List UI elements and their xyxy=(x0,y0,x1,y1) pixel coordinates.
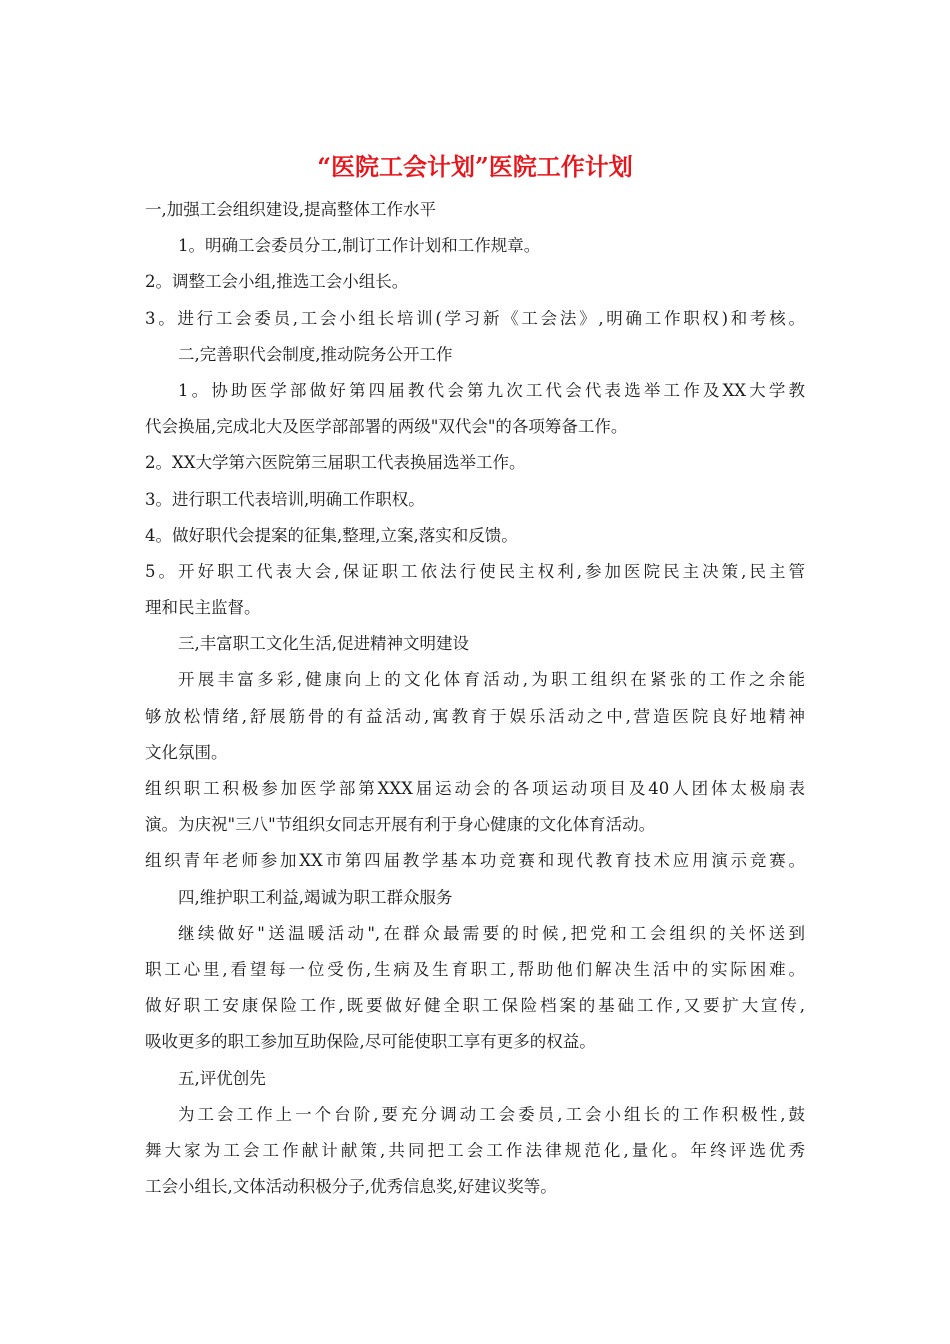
paragraph-line: 开展丰富多彩,健康向上的文化体育活动,为职工组织在紧张的工作之余能 xyxy=(178,670,805,690)
paragraph-line: 4。做好职代会提案的征集,整理,立案,落实和反馈。 xyxy=(145,525,518,545)
section-heading: 五,评优创先 xyxy=(178,1068,266,1088)
paragraph-line: 2。XX大学第六医院第三届职工代表换届选举工作。 xyxy=(145,453,526,473)
paragraph-line: 3。进行职工代表培训,明确工作职权。 xyxy=(145,489,425,509)
section-heading: 二,完善职代会制度,推动院务公开工作 xyxy=(178,344,453,364)
paragraph-line: 职工心里,看望每一位受伤,生病及生育职工,帮助他们解决生活中的实际困难。 xyxy=(145,959,805,979)
paragraph-line: 2。调整工会小组,推选工会小组长。 xyxy=(145,272,409,292)
paragraph-line: 舞大家为工会工作献计献策,共同把工会工作法律规范化,量化。年终评选优秀 xyxy=(145,1140,805,1160)
section-heading: 三,丰富职工文化生活,促进精神文明建设 xyxy=(178,634,469,654)
paragraph-line: 5。开好职工代表大会,保证职工依法行使民主权利,参加医院民主决策,民主管 xyxy=(145,561,805,581)
document-title: “医院工会计划”医院工作计划 xyxy=(317,152,633,181)
paragraph-line: 代会换届,完成北大及医学部部署的两级"双代会"的各项筹备工作。 xyxy=(145,417,628,437)
paragraph-line: 继续做好"送温暖活动",在群众最需要的时候,把党和工会组织的关怀送到 xyxy=(178,923,805,943)
paragraph-line: 组织青年老师参加XX市第四届教学基本功竞赛和现代教育技术应用演示竞赛。 xyxy=(145,851,805,871)
section-heading: 四,维护职工利益,竭诚为职工群众服务 xyxy=(178,887,453,907)
paragraph-line: 演。为庆祝"三八"节组织女同志开展有利于身心健康的文化体育活动。 xyxy=(145,815,656,835)
paragraph-line: 够放松情绪,舒展筋骨的有益活动,寓教育于娱乐活动之中,营造医院良好地精神 xyxy=(145,706,805,726)
paragraph-line: 1。协助医学部做好第四届教代会第九次工代会代表选举工作及XX大学教 xyxy=(178,380,805,400)
paragraph-line: 做好职工安康保险工作,既要做好健全职工保险档案的基础工作,又要扩大宣传, xyxy=(145,996,805,1016)
paragraph-line: 吸收更多的职工参加互助保险,尽可能使职工享有更多的权益。 xyxy=(145,1032,596,1052)
paragraph-line: 工会小组长,文体活动积极分子,优秀信息奖,好建议奖等。 xyxy=(145,1177,557,1197)
paragraph-line: 为工会工作上一个台阶,要充分调动工会委员,工会小组长的工作积极性,鼓 xyxy=(178,1104,805,1124)
paragraph-line: 理和民主监督。 xyxy=(145,598,261,618)
paragraph-line: 3。进行工会委员,工会小组长培训(学习新《工会法》,明确工作职权)和考核。 xyxy=(145,308,805,328)
paragraph-line: 组织职工积极参加医学部第XXX届运动会的各项运动项目及40人团体太极扇表 xyxy=(145,779,805,798)
document-body xyxy=(145,192,805,1205)
paragraph-line: 文化氛围。 xyxy=(145,742,228,762)
paragraph-line: 1。明确工会委员分工,制订工作计划和工作规章。 xyxy=(178,236,541,256)
section-heading: 一,加强工会组织建设,提高整体工作水平 xyxy=(145,200,436,219)
